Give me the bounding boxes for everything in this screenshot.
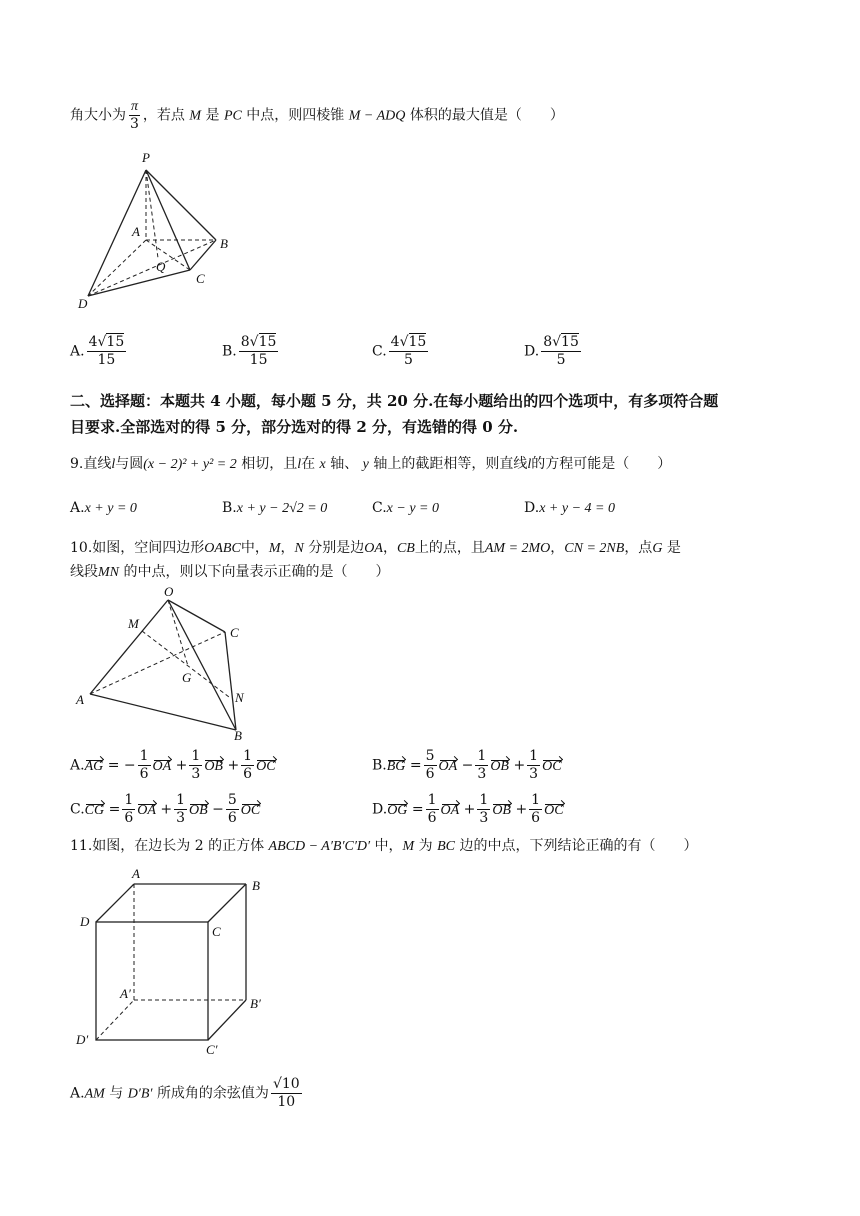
q8-option-d[interactable]: D. $\frac{8√15}{5}$	[524, 334, 579, 368]
q8-option-a[interactable]: A. $\frac{4√15}{15}$	[70, 334, 125, 368]
edge-CB	[190, 240, 216, 270]
section-2-heading: 二、选择题：本题共 4 小题，每小题 5 分，共 20 分.在每小题给出的四个选项中，有多项符合题 目要求.全部选对的得 5 分，部分选对的得 2 分，有选错的得 0 分.	[70, 392, 719, 436]
edge-AC	[90, 632, 225, 694]
q8-stem: 角大小为 $\frac{\pi}{3}$ ，若点 M 是 PC 中点，则四棱锥 M − ADQ 体积的最大值是（ ）	[70, 99, 564, 132]
q9-option-d[interactable]: D.x + y − 4 = 0	[524, 500, 615, 516]
q8-pyramid-figure	[70, 148, 250, 318]
q9-stem: 9.直线l与圆(x − 2)² + y² = 2 相切，且l在 x 轴、 y 轴上的截距相等，则直线l的方程可能是（ ）	[70, 456, 672, 472]
q8-prefix: 角大小为	[70, 107, 126, 124]
label-G: G	[182, 670, 192, 685]
q11-stem: 11.如图，在边长为 2 的正方体 ABCD − A′B′C′D′ 中，M 为 BC 边的中点，下列结论正确的有（ ）	[70, 838, 698, 854]
label-O: O	[164, 584, 174, 599]
label-D: D	[80, 914, 90, 929]
q9-option-a[interactable]: A.x + y = 0	[70, 500, 137, 516]
edge-CB	[225, 632, 236, 730]
label-B: B	[252, 878, 260, 893]
edge-AB	[90, 694, 236, 730]
label-B1: B′	[250, 996, 261, 1011]
q10-stem-line1: 10.如图，空间四边形OABC中，M，N 分别是边OA，CB上的点，且AM = 2MO，CN = 2NB，点G 是	[70, 540, 681, 556]
label-C: C	[230, 625, 239, 640]
q8-angle-fraction: $\frac{\pi}{3}$	[130, 99, 139, 132]
label-C1: C′	[206, 1042, 218, 1057]
label-D1: D′	[76, 1032, 89, 1047]
label-A: A	[132, 224, 140, 239]
edge-PB	[146, 170, 216, 240]
label-M: M	[128, 616, 139, 631]
edge-C1B1	[208, 1000, 246, 1040]
edge-DC	[88, 270, 190, 296]
edge-CB	[208, 884, 246, 922]
q10-tetrahedron-figure	[70, 582, 270, 742]
edge-AD	[88, 240, 146, 296]
diag-DB	[88, 240, 216, 296]
edge-DA	[96, 884, 134, 922]
label-C: C	[212, 924, 221, 939]
label-B: B	[220, 236, 228, 251]
edge-D1A1	[96, 1000, 134, 1040]
q10-option-d[interactable]: D.OG = $\frac{1}{6}$ OA + $\frac{1}{3}$ OB + $\frac{1}{6}$ OC	[372, 792, 564, 826]
q9-option-b[interactable]: B.x + y − 2√2 = 0	[222, 500, 328, 516]
label-Q: Q	[156, 259, 166, 274]
edge-OA	[90, 600, 168, 694]
q8-option-b[interactable]: B. $\frac{8√15}{15}$	[222, 334, 277, 368]
label-C: C	[196, 271, 205, 286]
q11-option-a[interactable]: A.AM 与 D′B′ 所成角的余弦值为 $\frac{√10}{10}$	[70, 1076, 300, 1110]
q10-stem-line2: 线段MN 的中点，则以下向量表示正确的是（ ）	[70, 564, 390, 580]
q9-option-c[interactable]: C.x − y = 0	[372, 500, 439, 516]
q10-option-c[interactable]: C.CG = $\frac{1}{6}$ OA + $\frac{1}{3}$ OB − $\frac{5}{6}$ OC	[70, 792, 261, 826]
label-A: A	[76, 692, 84, 707]
q11-cube-figure	[70, 862, 280, 1058]
label-N: N	[235, 690, 244, 705]
label-B: B	[234, 728, 242, 742]
label-A: A	[132, 866, 140, 881]
q10-option-a[interactable]: A.AG = − $\frac{1}{6}$ OA + $\frac{1}{3}$ OB + $\frac{1}{6}$ OC	[70, 748, 276, 782]
label-D: D	[78, 296, 88, 311]
label-A1: A′	[120, 986, 131, 1001]
q8-option-c[interactable]: C. $\frac{4√15}{5}$	[372, 334, 427, 368]
label-P: P	[142, 150, 150, 165]
q10-option-b[interactable]: B.BG = $\frac{5}{6}$ OA − $\frac{1}{3}$ OB + $\frac{1}{3}$ OC	[372, 748, 562, 782]
